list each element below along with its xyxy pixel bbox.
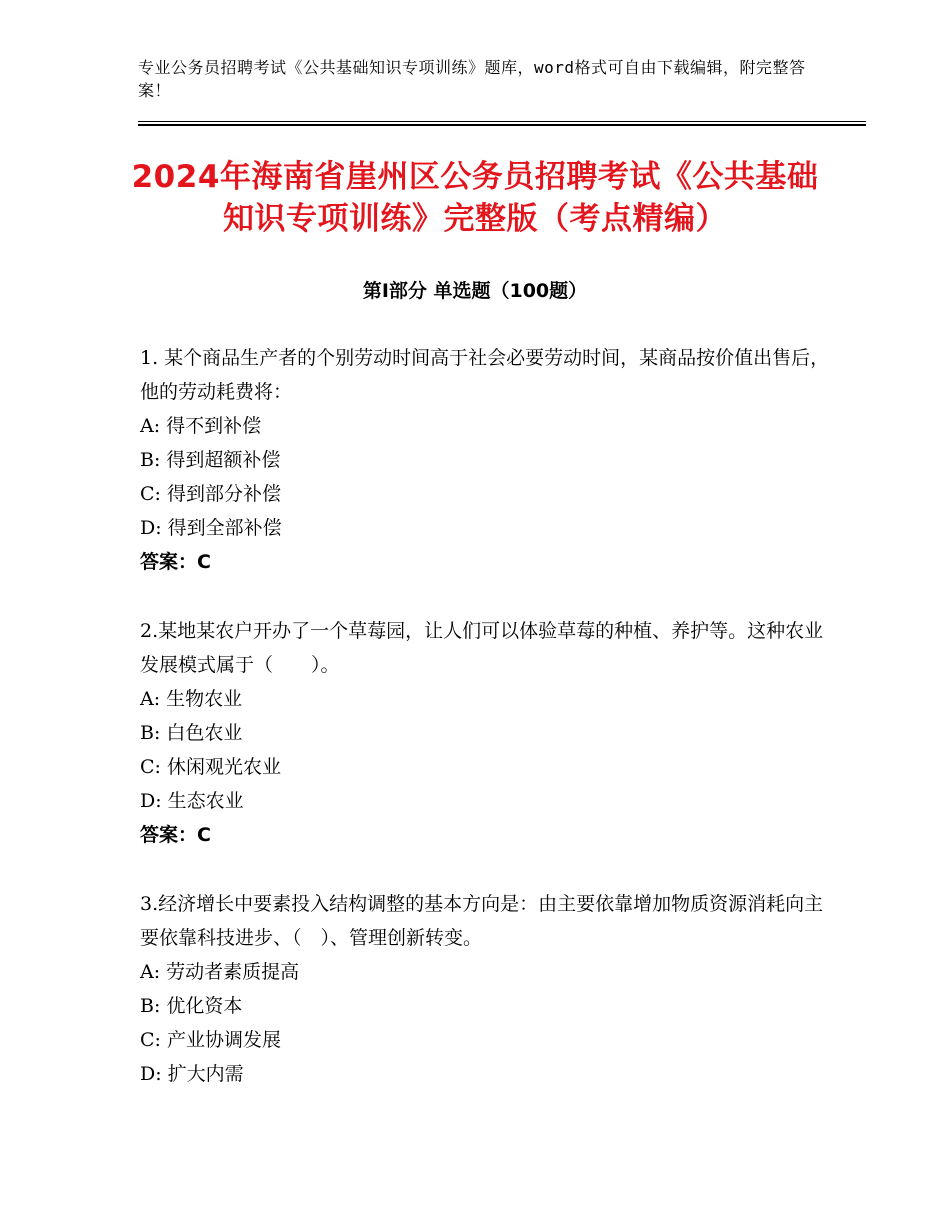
option-b: B: 优化资本 [140, 995, 243, 1017]
option-a: A: 得不到补偿 [140, 415, 262, 437]
question-2 [140, 614, 830, 852]
question-stem: 2.某地某农户开办了一个草莓园，让人们可以体验草莓的种植、养护等。这种农业发展模式属于（ ）。 [140, 620, 824, 676]
option-c: C: 产业协调发展 [140, 1029, 281, 1051]
question-stem: 3.经济增长中要素投入结构调整的基本方向是：由主要依靠增加物质资源消耗向主要依靠科技进步、（ ）、管理创新转变。 [140, 893, 824, 949]
option-a: A: 劳动者素质提高 [140, 961, 300, 983]
option-c: C: 得到部分补偿 [140, 483, 281, 505]
header-rule-thick [138, 124, 866, 126]
section-heading: 第Ⅰ部分 单选题（100题） [362, 280, 588, 302]
option-d: D: 得到全部补偿 [140, 517, 282, 539]
option-a: A: 生物农业 [140, 688, 243, 710]
question-1 [140, 341, 830, 579]
question-3 [140, 887, 830, 1091]
document-title: 2024年海南省崖州区公务员招聘考试《公共基础知识专项训练》完整版（考点精编） [131, 159, 819, 237]
header-note: 专业公务员招聘考试《公共基础知识专项训练》题库，word格式可自由下载编辑，附完整答案！ [138, 58, 806, 100]
answer: 答案：C [140, 551, 211, 573]
option-b: B: 得到超额补偿 [140, 449, 281, 471]
question-stem: 1. 某个商品生产者的个别劳动时间高于社会必要劳动时间，某商品按价值出售后，他的劳动耗费将： [140, 347, 830, 403]
answer: 答案：C [140, 824, 211, 846]
option-d: D: 生态农业 [140, 790, 244, 812]
option-d: D: 扩大内需 [140, 1063, 244, 1085]
header-rule-thin [138, 121, 866, 122]
option-b: B: 白色农业 [140, 722, 243, 744]
option-c: C: 休闲观光农业 [140, 756, 281, 778]
